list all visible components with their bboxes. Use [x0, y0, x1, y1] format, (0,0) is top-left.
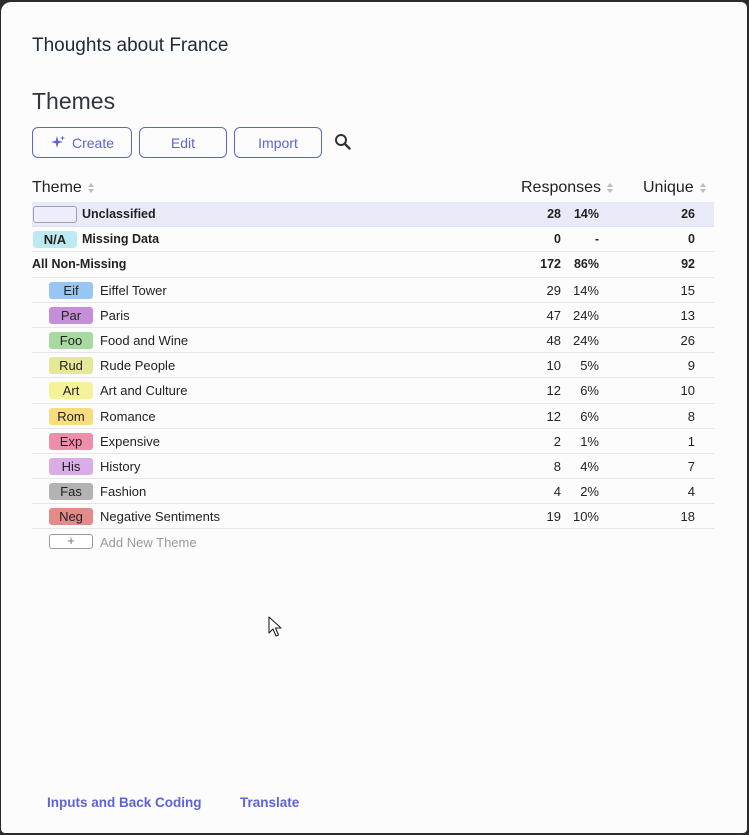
- header-responses[interactable]: [521, 179, 614, 197]
- page-title: Thoughts about France: [32, 35, 229, 56]
- sort-icon: [699, 182, 707, 194]
- response-count: 48: [546, 332, 561, 348]
- theme-badge: Foo: [49, 332, 93, 349]
- response-count: 12: [546, 408, 561, 424]
- response-percent: 24%: [572, 307, 599, 323]
- response-count: 172: [540, 257, 561, 272]
- unique-count: 15: [680, 282, 695, 298]
- table-row[interactable]: [32, 404, 714, 429]
- response-percent: 24%: [572, 332, 599, 348]
- theme-badge: Rom: [49, 408, 93, 425]
- theme-badge: Par: [49, 307, 93, 324]
- theme-label: Unclassified: [82, 207, 156, 221]
- response-percent: 1%: [580, 433, 599, 449]
- table-row[interactable]: [32, 278, 714, 303]
- theme-label: Food and Wine: [100, 332, 189, 348]
- unique-count: 4: [687, 484, 695, 500]
- table-row[interactable]: [32, 353, 714, 378]
- header-theme[interactable]: [32, 179, 95, 197]
- table-row[interactable]: [32, 454, 714, 479]
- response-percent: 86%: [573, 257, 599, 272]
- theme-label: Eiffel Tower: [100, 282, 167, 298]
- response-percent: 10%: [572, 509, 599, 525]
- table-row[interactable]: [32, 378, 714, 403]
- theme-badge: Exp: [49, 433, 93, 450]
- theme-badge: N/A: [33, 231, 77, 248]
- response-count: 47: [546, 307, 561, 323]
- edit-button[interactable]: [139, 127, 227, 158]
- response-count: 0: [554, 232, 561, 247]
- unique-count: 26: [681, 207, 695, 221]
- unique-count: 0: [688, 232, 695, 247]
- theme-label: Missing Data: [82, 232, 160, 247]
- response-percent: 14%: [573, 207, 599, 221]
- unique-count: 8: [687, 408, 695, 424]
- response-count: 8: [553, 458, 561, 474]
- response-count: 19: [546, 509, 561, 525]
- header-responses-label: Responses: [521, 179, 602, 196]
- theme-badge: Neg: [49, 508, 93, 525]
- table-row-missing[interactable]: [32, 227, 714, 252]
- unique-count: 9: [687, 358, 695, 374]
- response-count: 4: [553, 484, 561, 500]
- response-percent: 6%: [580, 383, 599, 399]
- theme-panel: [1, 2, 747, 833]
- table-row[interactable]: [32, 303, 714, 328]
- import-button[interactable]: [234, 127, 322, 158]
- add-theme-label[interactable]: Add New Theme: [100, 535, 197, 551]
- unique-count: 10: [680, 383, 695, 399]
- theme-label: Art and Culture: [100, 383, 188, 399]
- inputs-back-coding-link[interactable]: Inputs and Back Coding: [47, 795, 202, 810]
- response-percent: 6%: [580, 408, 599, 424]
- unique-count: 92: [681, 257, 695, 272]
- import-label: Import: [258, 134, 298, 151]
- response-percent: -: [594, 232, 599, 247]
- theme-badge: Rud: [49, 357, 93, 374]
- theme-badge: [33, 206, 77, 223]
- theme-label: Romance: [100, 408, 156, 424]
- response-count: 29: [546, 282, 561, 298]
- response-count: 28: [547, 207, 561, 221]
- themes-table: [32, 202, 714, 554]
- theme-label: Expensive: [100, 433, 160, 449]
- section-heading: Themes: [32, 88, 116, 114]
- header-unique[interactable]: [643, 179, 707, 197]
- add-theme-button[interactable]: +: [49, 534, 93, 549]
- unique-count: 7: [687, 458, 695, 474]
- header-theme-label: Theme: [32, 179, 82, 196]
- table-row[interactable]: [32, 504, 714, 529]
- response-percent: 4%: [580, 458, 599, 474]
- response-count: 12: [546, 383, 561, 399]
- table-row-non-missing: [32, 252, 714, 277]
- unique-count: 18: [680, 509, 695, 525]
- response-count: 2: [553, 433, 561, 449]
- unique-count: 13: [680, 307, 695, 323]
- header-unique-label: Unique: [643, 179, 694, 196]
- table-row[interactable]: [32, 328, 714, 353]
- add-theme-row: [32, 529, 714, 554]
- create-button[interactable]: [32, 127, 132, 158]
- theme-badge: Eif: [49, 282, 93, 299]
- response-count: 10: [546, 358, 561, 374]
- response-percent: 14%: [572, 282, 599, 298]
- sort-icon: [87, 182, 95, 194]
- create-label: Create: [71, 134, 115, 151]
- unique-count: 26: [680, 332, 695, 348]
- table-row[interactable]: [32, 479, 714, 504]
- translate-link[interactable]: Translate: [240, 795, 300, 810]
- table-row[interactable]: [32, 429, 714, 454]
- sort-icon: [606, 182, 614, 194]
- table-row-unclassified[interactable]: [32, 202, 714, 227]
- theme-label: All Non-Missing: [32, 257, 127, 272]
- theme-badge: Art: [49, 382, 93, 399]
- theme-label: History: [100, 458, 141, 474]
- theme-label: Paris: [100, 307, 130, 323]
- theme-badge: His: [49, 458, 93, 475]
- sparkle-icon: [50, 135, 66, 151]
- search-icon[interactable]: [334, 133, 352, 151]
- response-percent: 2%: [580, 484, 599, 500]
- unique-count: 1: [687, 433, 695, 449]
- theme-label: Fashion: [100, 484, 147, 500]
- theme-label: Negative Sentiments: [100, 509, 220, 525]
- mouse-pointer-icon: [268, 616, 282, 638]
- theme-label: Rude People: [100, 358, 176, 374]
- theme-badge: Fas: [49, 483, 93, 500]
- edit-label: Edit: [170, 134, 196, 151]
- response-percent: 5%: [580, 358, 599, 374]
